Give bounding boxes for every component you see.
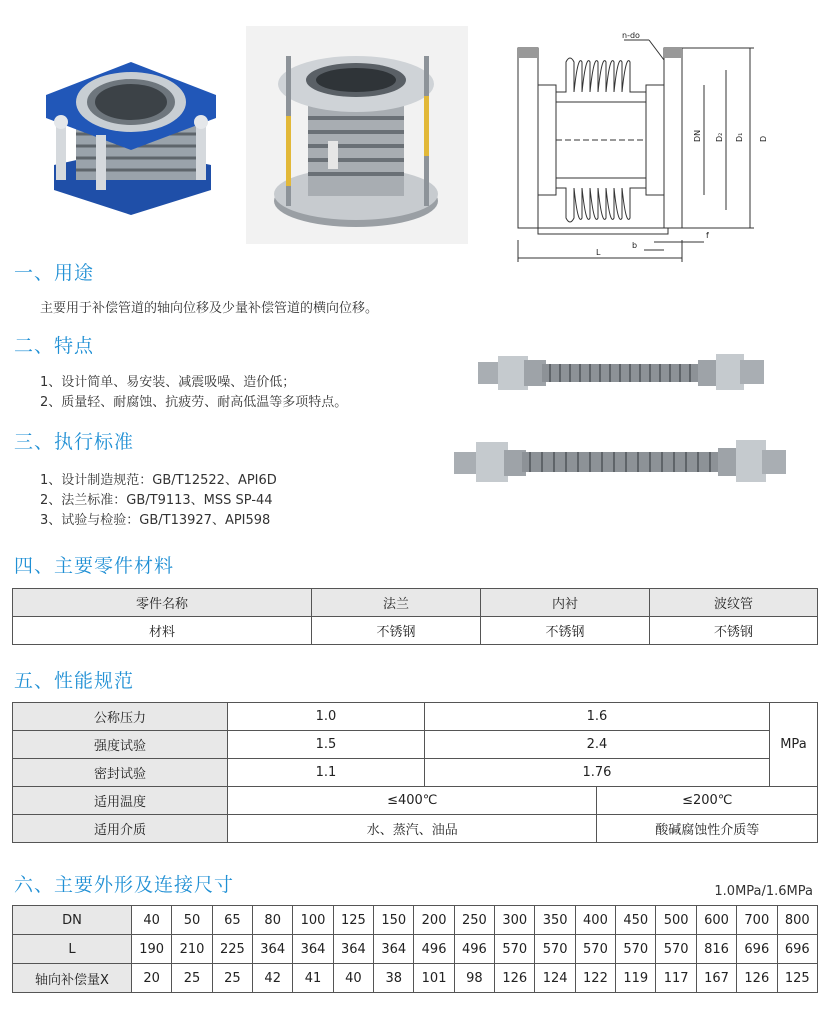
threaded-metal-hose-photo-2 — [450, 430, 790, 494]
dimensions-cell: 40 — [333, 964, 373, 993]
dimensions-cell: 126 — [495, 964, 535, 993]
performance-label: 密封试验 — [13, 759, 228, 787]
section-4-title: 四、主要零件材料 — [14, 555, 175, 577]
dimensions-cell: 125 — [333, 906, 373, 935]
materials-header-cell: 法兰 — [312, 589, 481, 617]
section-3-item-3: 3、试验与检验：GB/T13927、API598 — [40, 513, 271, 528]
label-l: L — [596, 248, 601, 257]
performance-cell: ≤400℃ — [228, 787, 597, 815]
dimensions-cell: 364 — [333, 935, 373, 964]
performance-cell: 水、蒸汽、油品 — [228, 815, 597, 843]
dimensions-cell: 125 — [777, 964, 818, 993]
label-d2: D₂ — [715, 132, 724, 142]
performance-cell: 2.4 — [425, 731, 770, 759]
dimensions-cell: 364 — [293, 935, 333, 964]
section-3-item-1: 1、设计制造规范：GB/T12522、API6D — [40, 473, 277, 488]
label-f: f — [706, 231, 709, 240]
cross-section-drawing — [504, 30, 776, 266]
dimensions-cell: 40 — [132, 906, 172, 935]
materials-cell: 材料 — [13, 617, 312, 645]
performance-label: 适用介质 — [13, 815, 228, 843]
threaded-metal-hose-photo-1 — [470, 340, 770, 404]
label-d1: D₁ — [735, 132, 744, 142]
dimensions-cell: 225 — [212, 935, 252, 964]
dimensions-cell: 126 — [737, 964, 777, 993]
performance-cell: 1.0 — [228, 703, 425, 731]
dimensions-cell: 496 — [454, 935, 494, 964]
dimensions-row-label: DN — [13, 906, 132, 935]
performance-cell: 酸碱腐蚀性介质等 — [597, 815, 818, 843]
dimensions-cell: 167 — [696, 964, 736, 993]
dimensions-cell: 300 — [495, 906, 535, 935]
performance-cell: ≤200℃ — [597, 787, 818, 815]
dimensions-cell: 600 — [696, 906, 736, 935]
section-2-item-1: 1、设计简单、易安装、减震吸噪、造价低； — [40, 375, 296, 390]
dimensions-cell: 80 — [253, 906, 293, 935]
performance-label: 适用温度 — [13, 787, 228, 815]
section-6-title: 六、主要外形及连接尺寸 — [14, 874, 235, 896]
section-3-title: 三、执行标准 — [14, 431, 135, 453]
dimensions-cell: 364 — [253, 935, 293, 964]
materials-header-cell: 内衬 — [481, 589, 650, 617]
dimensions-cell: 570 — [575, 935, 615, 964]
dimensions-cell: 816 — [696, 935, 736, 964]
performance-label: 公称压力 — [13, 703, 228, 731]
dimensions-cell: 570 — [535, 935, 575, 964]
materials-table — [12, 588, 818, 645]
section-2-title: 二、特点 — [14, 335, 95, 357]
section-5-title: 五、性能规范 — [14, 670, 135, 692]
pressure-note: 1.0MPa/1.6MPa — [714, 884, 813, 899]
dimensions-cell: 400 — [575, 906, 615, 935]
dimensions-cell: 364 — [374, 935, 414, 964]
dimensions-cell: 696 — [777, 935, 818, 964]
performance-label: 强度试验 — [13, 731, 228, 759]
dimensions-cell: 124 — [535, 964, 575, 993]
dimensions-cell: 25 — [172, 964, 212, 993]
dimensions-cell: 38 — [374, 964, 414, 993]
section-1-title: 一、用途 — [14, 262, 95, 284]
dimensions-table — [12, 905, 818, 993]
dimensions-cell: 65 — [212, 906, 252, 935]
materials-header-cell: 波纹管 — [650, 589, 818, 617]
dimensions-cell: 570 — [656, 935, 696, 964]
section-3-item-2: 2、法兰标准：GB/T9113、MSS SP-44 — [40, 493, 273, 508]
performance-cell: 1.6 — [425, 703, 770, 731]
dimensions-cell: 50 — [172, 906, 212, 935]
label-b: b — [632, 241, 638, 250]
dimensions-cell: 190 — [132, 935, 172, 964]
dimensions-cell: 250 — [454, 906, 494, 935]
performance-cell: 1.76 — [425, 759, 770, 787]
dimensions-cell: 570 — [495, 935, 535, 964]
dimensions-cell: 350 — [535, 906, 575, 935]
dimensions-cell: 696 — [737, 935, 777, 964]
dimensions-cell: 117 — [656, 964, 696, 993]
dimensions-cell: 20 — [132, 964, 172, 993]
materials-cell: 不锈钢 — [650, 617, 818, 645]
dimensions-cell: 119 — [616, 964, 656, 993]
label-ndo: n-do — [622, 31, 640, 40]
performance-cell: 1.1 — [228, 759, 425, 787]
dimensions-cell: 100 — [293, 906, 333, 935]
blue-flange-expansion-joint-photo — [36, 40, 226, 230]
dimensions-cell: 41 — [293, 964, 333, 993]
dimensions-cell: 25 — [212, 964, 252, 993]
performance-unit: MPa — [769, 703, 817, 787]
materials-cell: 不锈钢 — [312, 617, 481, 645]
dimensions-cell: 496 — [414, 935, 454, 964]
materials-cell: 不锈钢 — [481, 617, 650, 645]
dimensions-cell: 570 — [616, 935, 656, 964]
label-dn: DN — [693, 129, 702, 142]
dimensions-cell: 42 — [253, 964, 293, 993]
dimensions-cell: 150 — [374, 906, 414, 935]
dimensions-row-label: L — [13, 935, 132, 964]
section-2-item-2: 2、质量轻、耐腐蚀、抗疲劳、耐高低温等多项特点。 — [40, 395, 348, 410]
section-1-text: 主要用于补偿管道的轴向位移及少量补偿管道的横向位移。 — [40, 301, 379, 316]
steel-flange-expansion-joint-photo — [246, 26, 468, 244]
dimensions-cell: 122 — [575, 964, 615, 993]
dimensions-cell: 800 — [777, 906, 818, 935]
performance-cell: 1.5 — [228, 731, 425, 759]
label-d: D — [759, 135, 768, 142]
materials-header-cell: 零件名称 — [13, 589, 312, 617]
dimensions-cell: 700 — [737, 906, 777, 935]
dimensions-cell: 98 — [454, 964, 494, 993]
dimensions-cell: 500 — [656, 906, 696, 935]
dimensions-cell: 450 — [616, 906, 656, 935]
dimensions-cell: 200 — [414, 906, 454, 935]
dimensions-cell: 210 — [172, 935, 212, 964]
performance-table — [12, 702, 818, 843]
dimensions-cell: 101 — [414, 964, 454, 993]
dimensions-row-label: 轴向补偿量X — [13, 964, 132, 993]
